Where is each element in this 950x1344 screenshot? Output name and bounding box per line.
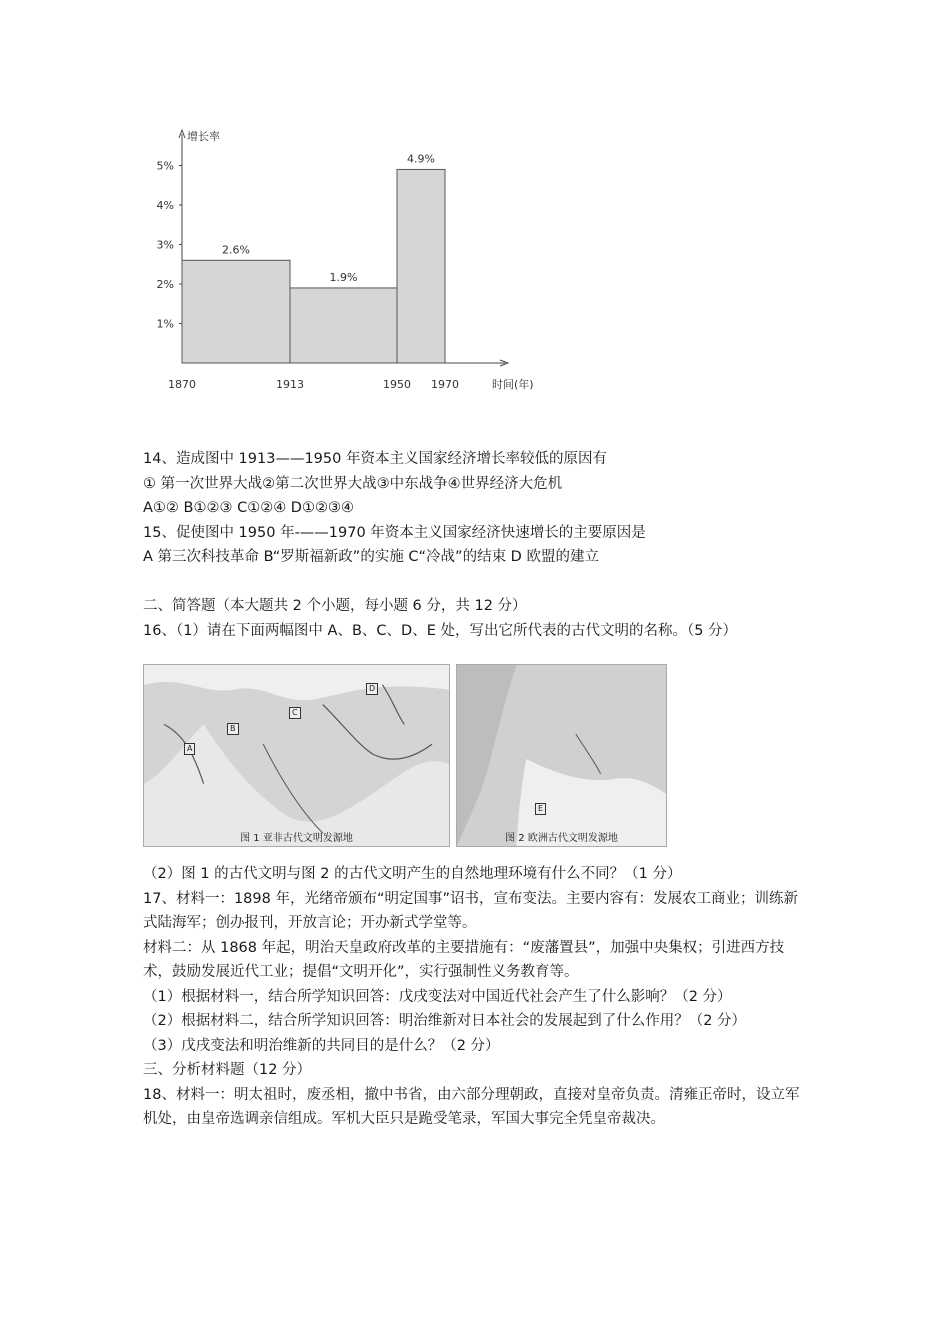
q14-options: A①② B①②③ C①②④ D①②③④ [143,500,354,516]
map-figure-2 [456,664,667,847]
q17-material-2: 材料二：从 1868 年起，明治天皇政府改革的主要措施有：“废藩置县”，加强中央集权；引进西方技术，鼓励发展近代工业；提倡“文明开化”，实行强制性义务教育等。 [143,939,785,980]
q14-stem: 14、造成图中 1913——1950 年资本主义国家经济增长率较低的原因有 [143,451,607,467]
map-label-a: A [184,743,195,755]
bar-value-label: 2.6% [222,243,250,257]
y-tick-label: 4% [156,199,174,212]
q17-material-1: 17、材料一：1898 年，光绪帝颁布“明定国事”诏书，宣布变法。主要内容有：发展农工商业；训练新式陆海军；创办报刊，开放言论；开办新式学堂等。 [143,890,798,931]
y-tick-label: 3% [156,238,174,252]
map-label-b: B [227,723,239,735]
map2-drawing [457,665,666,846]
q15-stem: 15、促使图中 1950 年-——1970 年资本主义国家经济快速增长的主要原因是 [143,524,646,541]
ancient-civilization-maps [143,664,667,847]
map2-caption: 图 2 欧洲古代文明发源地 [505,833,618,844]
questions-16-18 [143,862,811,1132]
section-2-header [143,594,813,643]
map1-drawing [144,665,449,846]
y-tick-label: 2% [156,278,174,291]
x-tick-label: 1950 [383,378,411,391]
map1-caption: 图 1 亚非古代文明发源地 [240,833,353,844]
y-tick-label: 5% [156,159,174,173]
q15-options: A 第三次科技革命 B“罗斯福新政”的实施 C“冷战”的结束 D 欧盟的建立 [143,549,599,565]
x-tick-label: 1970 [431,378,459,391]
q17-sub-1: （1）根据材料一，结合所学知识回答：戊戌变法对中国近代社会产生了什么影响？（2 分） [143,988,732,1005]
map-figure-1 [143,664,450,847]
questions-14-15 [143,447,813,570]
q16-1: 16、（1）请在下面两幅图中 A、B、C、D、E 处，写出它所代表的古代文明的名称。（5 分） [143,622,738,639]
map-label-e: E [535,803,546,815]
q18-material-1: 18、材料一：明太祖时，废丞相，撤中书省，由六部分理朝政，直接对皇帝负责。清雍正帝时，设立军机处，由皇帝选调亲信组成。军机大臣只是跪受笔录，军国大事完全凭皇帝裁决。 [143,1086,800,1127]
x-axis-label: 时间(年) [492,378,534,391]
x-tick-label: 1913 [276,378,304,391]
section-3-title: 三、分析材料题（12 分） [143,1062,312,1078]
x-tick-label: 1870 [168,378,196,391]
bar [397,169,445,363]
growth-rate-chart [140,120,560,400]
q17-sub-2: （2）根据材料二，结合所学知识回答：明治维新对日本社会的发展起到了什么作用？（2 分） [143,1013,747,1029]
q16-2: （2）图 1 的古代文明与图 2 的古代文明产生的自然地理环境有什么不同？（1 分） [143,866,682,882]
bar [182,260,290,363]
bar-value-label: 1.9% [329,270,358,284]
section-2-title: 二、简答题（本大题共 2 个小题，每小题 6 分，共 12 分） [143,598,527,614]
q17-sub-3: （3）戊戌变法和明治维新的共同目的是什么？（2 分） [143,1037,500,1054]
chart-svg [140,120,560,400]
y-tick-label: 1% [156,317,174,331]
y-axis-label: 增长率 [187,130,220,143]
map-label-c: C [289,707,301,719]
bar [290,288,397,363]
q14-items: ① 第一次世界大战②第二次世界大战③中东战争④世界经济大危机 [143,475,563,492]
bar-value-label: 4.9% [407,152,435,166]
map-label-d: D [366,683,378,695]
